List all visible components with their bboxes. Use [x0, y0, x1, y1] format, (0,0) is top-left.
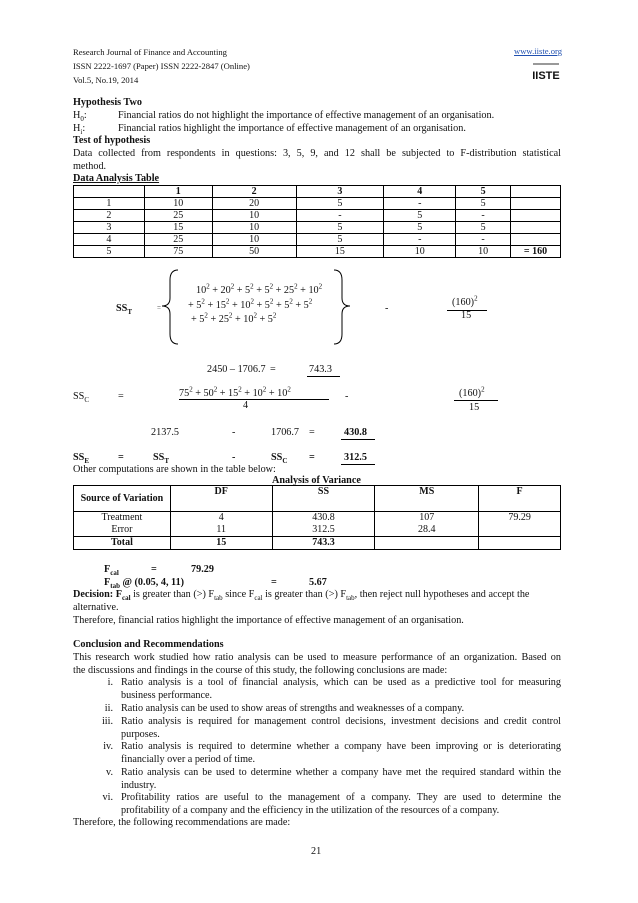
ssc-minus: - — [345, 391, 349, 402]
table-cell: 5 — [456, 222, 511, 234]
table-cell: 25 — [144, 234, 212, 246]
anova-header-cell: DF — [170, 486, 272, 512]
anova-cell: 4 — [170, 512, 272, 525]
recommendations-intro: Therefore, the following recommendations are made: — [73, 817, 291, 828]
table-cell: 10 — [144, 198, 212, 210]
table-cell: 10 — [212, 234, 296, 246]
sse-label: $SS_E$ — [73, 452, 90, 466]
anova-total-row — [74, 537, 561, 550]
table-cell: - — [456, 234, 511, 246]
table-cell — [511, 222, 561, 234]
ssc-result-b: 1706.7 — [271, 427, 300, 438]
sse-equals: = — [118, 452, 124, 463]
sst-result-equals: = — [270, 364, 276, 375]
sst-numerator: $(160)^2$ — [452, 294, 478, 308]
logo-text: IISTE — [532, 70, 560, 82]
table-cell: 3 — [74, 222, 145, 234]
anova-cell: 79.29 — [479, 512, 561, 525]
table-total-cell: = 160 — [511, 246, 561, 258]
ssc-numerator-right: $(160)^2$ — [459, 385, 485, 399]
ssc-equals: = — [118, 391, 124, 402]
list-item-text: Ratio analysis is a tool of financial analysis, which can be used as a predictive tool for measuring — [121, 677, 561, 688]
table-row — [74, 222, 561, 234]
sst-term-line1: $10^2 + 20^2 + 5^2 + 5^2 + 25^2 + 10^2$ — [196, 282, 323, 296]
table-header-cell: 4 — [384, 186, 456, 198]
table-cell — [511, 234, 561, 246]
ssc-fraction-bar — [179, 399, 329, 400]
table-cell: - — [296, 210, 384, 222]
list-item-number: v. — [106, 767, 113, 778]
table-cell: 25 — [144, 210, 212, 222]
anova-table — [73, 485, 561, 550]
table-header-row — [74, 186, 561, 198]
anova-header-cell: SS — [272, 486, 375, 512]
table-row — [74, 246, 561, 258]
table-cell: 5 — [384, 222, 456, 234]
table-header-cell — [74, 186, 145, 198]
list-item-text: industry. — [121, 780, 157, 791]
sse-minus: - — [232, 452, 236, 463]
list-item-text: Ratio analysis is required to determine whether a company have been improving or is deteriorating — [121, 741, 561, 752]
anova-header-cell: MS — [375, 486, 479, 512]
table-cell: 10 — [212, 222, 296, 234]
table-cell: - — [384, 198, 456, 210]
ftab-equals: = — [271, 577, 277, 588]
table-cell: 1 — [74, 198, 145, 210]
h1-label: $H_i$: — [73, 123, 86, 137]
journal-url-link[interactable]: www.iiste.org — [514, 46, 562, 56]
sse-ssc-term: $SS_C$ — [271, 452, 288, 466]
ftab-label: $F_{tab}$ @ (0.05, 4, 11) — [104, 577, 185, 591]
page-number: 21 — [311, 846, 322, 857]
list-item-text: profitability of a company and the efficiency in the utilization of the resources of a company. — [121, 805, 500, 816]
ssc-result-value: 430.8 — [341, 426, 375, 440]
list-item-text: business performance. — [121, 690, 213, 701]
table-cell: 10 — [384, 246, 456, 258]
fcal-value: 79.29 — [191, 564, 214, 575]
anova-cell: 430.8 — [272, 512, 375, 525]
anova-header-cell: F — [479, 486, 561, 512]
ssc-result-a: 2137.5 — [151, 427, 180, 438]
fcal-label: $F_{cal}$ — [104, 564, 119, 578]
anova-title: Analysis of Variance — [272, 475, 361, 486]
sst-denominator: 15 — [461, 310, 472, 321]
fcal-equals: = — [151, 564, 157, 575]
table-header-cell — [511, 186, 561, 198]
conclusion-intro1: This research work studied how ratio analysis can be used to measure performance of an organization. Based on — [73, 652, 561, 663]
table-cell: 10 — [456, 246, 511, 258]
anova-cell: Error — [74, 524, 171, 537]
list-item-number: iv. — [103, 741, 113, 752]
anova-total-cell — [479, 537, 561, 550]
table-header-cell: 1 — [144, 186, 212, 198]
h0-text: Financial ratios do not highlight the importance of effective management of an organisation. — [118, 110, 495, 121]
conclusion-title: Conclusion and Recommendations — [73, 639, 224, 650]
ssc-result-equals: = — [309, 427, 315, 438]
table-row — [74, 210, 561, 222]
test-title: Test of hypothesis — [73, 135, 151, 146]
ssc-result-minus: - — [232, 427, 236, 438]
anova-header-cell: Source of Variation — [74, 486, 171, 512]
h1-text: Financial ratios highlight the importance of effective management of an organisation. — [118, 123, 466, 134]
issn-line: ISSN 2222-1697 (Paper) ISSN 2222-2847 (Online) — [73, 61, 250, 71]
anova-cell: Treatment — [74, 512, 171, 525]
table-cell: 5 — [456, 198, 511, 210]
journal-name: Research Journal of Finance and Accounting — [73, 47, 227, 57]
other-computations-text: Other computations are shown in the table below: — [73, 464, 276, 475]
anova-total-cell: Total — [74, 537, 171, 550]
hypothesis-title: Hypothesis Two — [73, 97, 142, 108]
anova-cell: 28.4 — [375, 524, 479, 537]
list-item-number: vi. — [102, 792, 113, 803]
h0-label: $H_0$: — [73, 110, 87, 124]
ssc-denominator-right: 15 — [469, 402, 480, 413]
sse-equals-2: = — [309, 452, 315, 463]
table-cell: 50 — [212, 246, 296, 258]
table-cell: 2 — [74, 210, 145, 222]
ssc-numerator: $75^2 + 50^2 + 15^2 + 10^2 + 10^2$ — [179, 385, 291, 399]
list-item-text: Ratio analysis can be used to show areas of strengths and weaknesses of a company. — [121, 703, 465, 714]
list-item-text: Profitability ratios are useful to the management of a company. They are used to determine the — [121, 792, 561, 803]
sst-result-expression: 2450 – 1706.7 — [207, 364, 266, 375]
table-cell: - — [456, 210, 511, 222]
anova-total-cell: 15 — [170, 537, 272, 550]
list-item-number: iii. — [101, 716, 113, 727]
anova-row — [74, 524, 561, 537]
decision-line1: Decision: $F_{cal}$ is greater than (>) $F_{tab}$ since $F_{cal}$ is greater than (>) $F_{tab}$, then reject null hypotheses and accept the — [73, 589, 530, 603]
table-cell: 4 — [74, 234, 145, 246]
right-brace-icon — [330, 268, 360, 346]
list-item-text: purposes. — [121, 729, 160, 740]
table-header-cell: 5 — [456, 186, 511, 198]
table-cell — [511, 210, 561, 222]
sst-equals: = — [157, 304, 161, 312]
data-table-title: Data Analysis Table — [73, 173, 160, 184]
table-cell: - — [384, 234, 456, 246]
decision-line2: alternative. — [73, 602, 119, 613]
anova-cell: 11 — [170, 524, 272, 537]
test-line2: method. — [73, 161, 107, 172]
list-item-text: Ratio analysis can be used to determine whether a company have met the required standard within the — [121, 767, 561, 778]
list-item-number: ii. — [104, 703, 113, 714]
table-cell: 20 — [212, 198, 296, 210]
data-analysis-table — [73, 185, 561, 258]
test-line1: Data collected from respondents in questions: 3, 5, 9, and 12 shall be subjected to F-distribution statistical — [73, 148, 561, 159]
anova-header-row — [74, 486, 561, 512]
anova-row — [74, 512, 561, 525]
table-cell: 10 — [212, 210, 296, 222]
table-cell: 5 — [296, 222, 384, 234]
anova-cell: 312.5 — [272, 524, 375, 537]
ssc-label: $SS_C$ — [73, 391, 90, 405]
sst-term-line2: + $5^2 + 15^2 + 10^2 + 5^2 + 5^2 + 5^2$ — [188, 297, 313, 311]
decision-line3: Therefore, financial ratios highlight the importance of effective management of an organisation. — [73, 615, 464, 626]
ftab-value: 5.67 — [309, 577, 327, 588]
anova-total-cell: 743.3 — [272, 537, 375, 550]
conclusion-intro2: the discussions and findings in the course of this study, the following conclusions are made: — [73, 665, 448, 676]
table-cell: 75 — [144, 246, 212, 258]
iiste-logo — [529, 60, 563, 84]
list-item-text: Ratio analysis is required for management control decisions, investment decisions and credit control — [121, 716, 561, 727]
list-item-text: financially over a period of time. — [121, 754, 256, 765]
sst-term-line3: + $5^2 + 25^2 + 10^2 + 5^2$ — [191, 311, 277, 325]
table-row — [74, 198, 561, 210]
sse-sst-term: $SS_T$ — [153, 452, 170, 466]
table-cell: 5 — [296, 198, 384, 210]
sst-minus: - — [385, 303, 389, 314]
anova-cell: 107 — [375, 512, 479, 525]
sst-label: $SS_T$ — [116, 303, 133, 317]
table-cell — [511, 198, 561, 210]
volume-line: Vol.5, No.19, 2014 — [73, 75, 139, 85]
list-item-number: i. — [107, 677, 113, 688]
ssc-denominator: 4 — [243, 400, 249, 411]
table-header-cell: 2 — [212, 186, 296, 198]
sst-result-value: 743.3 — [307, 363, 340, 377]
anova-total-cell — [375, 537, 479, 550]
sse-value: 312.5 — [341, 451, 375, 465]
table-cell: 15 — [296, 246, 384, 258]
anova-cell — [479, 524, 561, 537]
table-header-cell: 3 — [296, 186, 384, 198]
table-row — [74, 234, 561, 246]
table-cell: 5 — [74, 246, 145, 258]
table-cell: 15 — [144, 222, 212, 234]
table-cell: 5 — [296, 234, 384, 246]
table-cell: 5 — [384, 210, 456, 222]
